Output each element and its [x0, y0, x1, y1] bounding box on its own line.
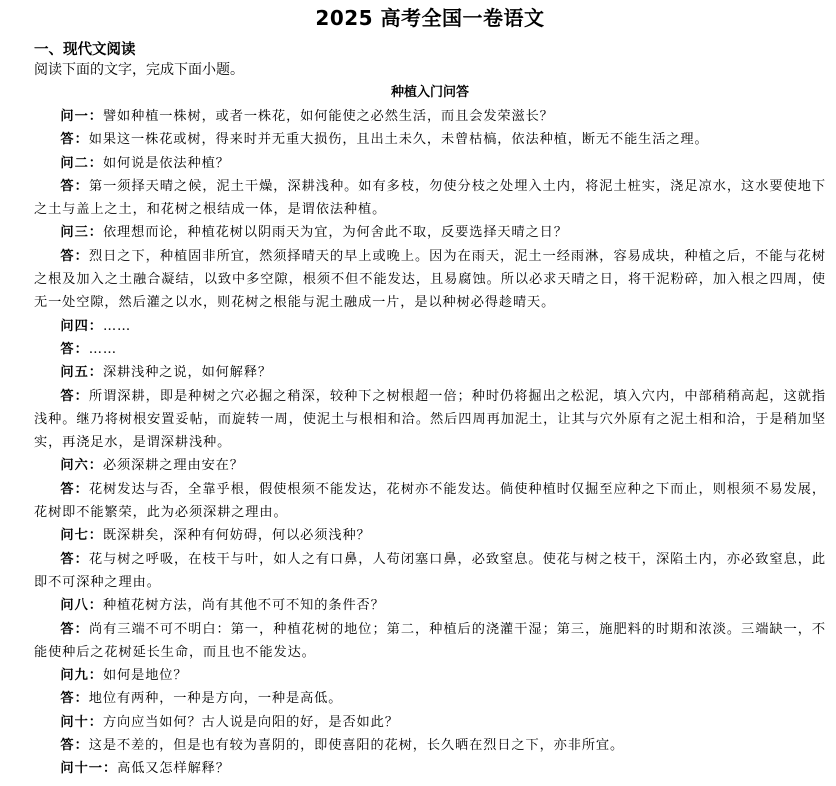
- question-paragraph: [34, 711, 826, 734]
- qa-label: 问四：: [60, 318, 103, 334]
- qa-text: 烈日之下，种植固非所宜，然须择晴天的早上或晚上。因为在雨天，泥土一经雨淋，容易成块，种植之后，不能与花树之根及加入之土融合凝结，以致中多空隙，根须不但不能发达，且易腐蚀。所以必求天晴之日，将干泥粉碎，加入根之四周，使无一处空隙，然后灌之以水，则花树之根能与泥土融成一片，是以种树必得趁晴天。: [34, 248, 827, 311]
- qa-text: 如何是地位？: [102, 668, 188, 684]
- qa-label: 答：: [60, 621, 89, 637]
- qa-text: ……: [102, 318, 132, 334]
- qa-label: 问十：: [60, 714, 103, 730]
- qa-text: ……: [88, 341, 117, 357]
- qa-text: 譬如种植一株树，或者一株花，如何能使之必然生活，而且会发荣滋长？: [102, 109, 554, 124]
- question-paragraph: [34, 152, 826, 175]
- question-paragraph: [34, 221, 826, 244]
- qa-label: 问一：: [60, 109, 103, 124]
- question-paragraph: [34, 315, 826, 338]
- answer-paragraph: [34, 734, 826, 757]
- answer-paragraph: [34, 548, 826, 595]
- question-paragraph: [34, 664, 826, 687]
- qa-label: 答：: [60, 341, 89, 357]
- question-paragraph: [34, 757, 826, 780]
- answer-paragraph: [34, 245, 826, 315]
- qa-text: 第一须择天晴之候，泥土干燥，深耕浅种。如有多枝，勿使分枝之处埋入土内，将泥土桩实，浇足凉水，这水要使地下之土与盖上之土，和花树之根结成一体，是谓依法种植。: [34, 178, 827, 218]
- qa-label: 问二：: [60, 155, 103, 171]
- answer-paragraph: [34, 687, 826, 710]
- section-heading: 一、现代文阅读: [34, 42, 136, 58]
- qa-text: 如果这一株花或树，得来时并无重大损伤，且出土未久，未曾枯槁，依法种植，断无不能生活之理。: [88, 132, 709, 148]
- qa-label: 答：: [60, 738, 89, 754]
- qa-text: 种植花树方法，尚有其他不可不知的条件否？: [102, 598, 385, 614]
- document-title: 2025 高考全国一卷语文: [315, 6, 545, 30]
- qa-label: 答：: [60, 691, 89, 707]
- question-paragraph: [34, 361, 826, 384]
- qa-label: 问九：: [60, 668, 103, 684]
- qa-label: 问七：: [60, 528, 103, 544]
- qa-label: 答：: [60, 178, 89, 194]
- qa-text: 依理想而论，种植花树以阴雨天为宜，为何舍此不取，反要选择天晴之日？: [102, 225, 568, 241]
- answer-paragraph: [34, 478, 826, 525]
- answer-paragraph: [34, 338, 826, 361]
- question-paragraph: [34, 454, 826, 477]
- qa-text: 所谓深耕，即是种树之穴必掘之稍深，较种下之树根超一倍；种时仍将掘出之松泥，填入穴内，中部稍稍高起，这就指浅种。继乃将树根安置妥帖，而旋转一周，使泥土与根相和洽。然后四周再加泥土，让其与穴外原有之泥土相和洽，于是稍加坚实，再浇足水，是谓深耕浅种。: [34, 388, 827, 451]
- qa-label: 问六：: [60, 458, 103, 474]
- answer-paragraph: [34, 618, 826, 665]
- qa-text: 深耕浅种之说，如何解释？: [102, 365, 273, 381]
- question-paragraph: [34, 105, 826, 128]
- article-title: 种植入门问答: [390, 85, 469, 100]
- qa-label: 答：: [60, 132, 89, 148]
- qa-label: 问十一：: [60, 761, 118, 777]
- answer-paragraph: [34, 385, 826, 455]
- qa-label: 答：: [60, 388, 89, 404]
- answer-paragraph: [34, 128, 826, 151]
- qa-text: 地位有两种，一种是方向，一种是高低。: [88, 691, 343, 707]
- qa-text: 这是不差的，但是也有较为喜阴的，即使喜阳的花树，长久晒在烈日之下，亦非所宜。: [88, 738, 625, 754]
- qa-label: 问三：: [60, 225, 103, 241]
- qa-text: 如何说是依法种植？: [102, 155, 230, 171]
- qa-text: 花树发达与否，全靠乎根，假使根须不能发达，花树亦不能发达。倘使种植时仅掘至应种之下而止，则根须不易发展，花树即不能繁荣，此为必须深耕之理由。: [34, 481, 827, 521]
- question-paragraph: [34, 594, 826, 617]
- instruction-text: 阅读下面的文字，完成下面小题。: [34, 62, 244, 78]
- qa-text: 必须深耕之理由安在？: [102, 458, 244, 474]
- question-paragraph: [34, 524, 826, 547]
- qa-list: [34, 105, 826, 781]
- qa-label: 问八：: [60, 598, 103, 614]
- qa-text: 既深耕矣，深种有何妨碍，何以必须浅种？: [102, 528, 371, 544]
- qa-text: 花与树之呼吸，在枝干与叶，如人之有口鼻，人苟闭塞口鼻，必致窒息。使花与树之枝干，深陷土内，亦必致窒息，此即不可深种之理由。: [34, 551, 827, 590]
- qa-label: 答：: [60, 551, 89, 567]
- qa-text: 方向应当如何？古人说是向阳的好，是否如此？: [102, 714, 399, 730]
- answer-paragraph: [34, 175, 826, 222]
- qa-text: 高低又怎样解释？: [117, 761, 230, 777]
- qa-label: 答：: [60, 248, 89, 264]
- qa-text: 尚有三端不可不明白：第一，种植花树的地位；第二，种植后的浇灌干湿；第三，施肥料的时期和浓淡。三端缺一，不能使种后之花树延长生命，而且也不能发达。: [34, 621, 827, 660]
- qa-label: 问五：: [60, 365, 103, 381]
- qa-label: 答：: [60, 481, 89, 497]
